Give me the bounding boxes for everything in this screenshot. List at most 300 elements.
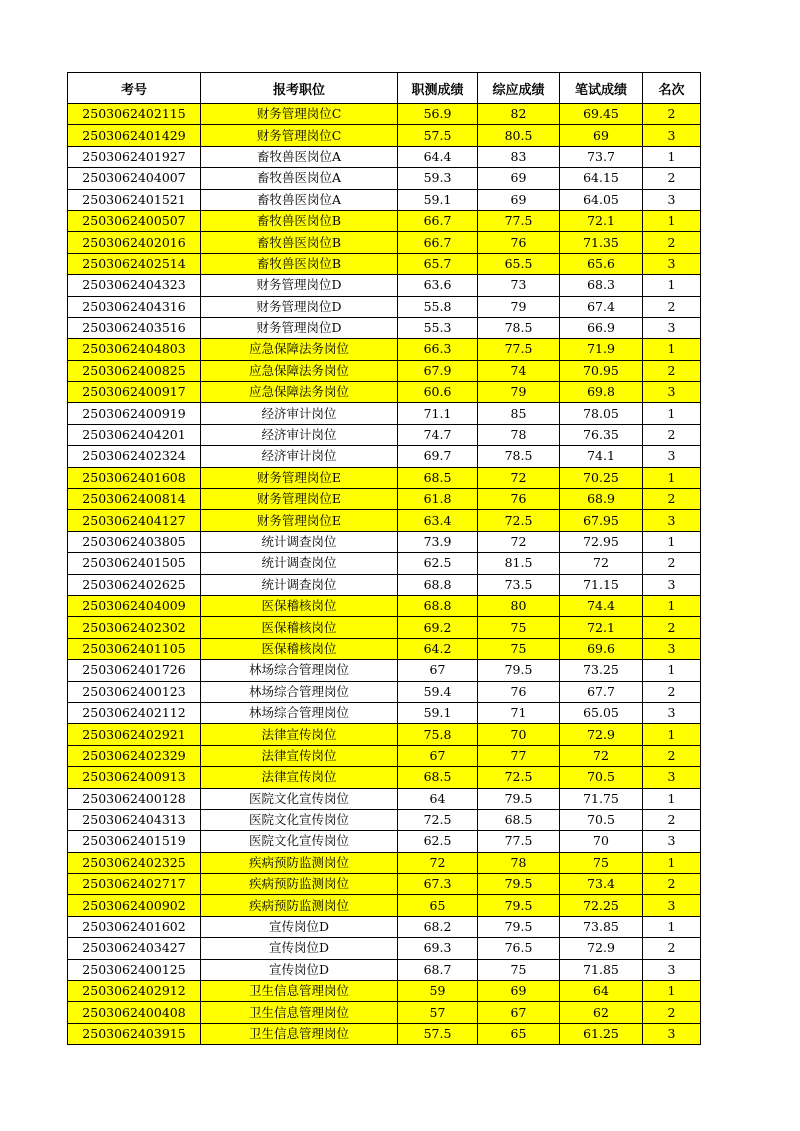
exam-number-cell: 2503062401602 [68, 916, 201, 937]
table-row [68, 424, 701, 445]
rank-cell: 3 [643, 1023, 701, 1044]
rank-cell: 3 [643, 638, 701, 659]
table-row [68, 916, 701, 937]
comprehensive-score-cell: 70 [478, 724, 560, 745]
table-row [68, 210, 701, 231]
written-score-cell: 69.8 [560, 382, 643, 403]
rank-cell: 2 [643, 296, 701, 317]
aptitude-score-cell: 59.1 [398, 702, 478, 723]
comprehensive-score-cell: 82 [478, 104, 560, 125]
table-row [68, 981, 701, 1002]
table-row [68, 745, 701, 766]
position-cell: 医院文化宣传岗位 [201, 809, 398, 830]
aptitude-score-cell: 69.7 [398, 446, 478, 467]
position-cell: 应急保障法务岗位 [201, 339, 398, 360]
aptitude-score-cell: 72.5 [398, 809, 478, 830]
table-row [68, 296, 701, 317]
comprehensive-score-cell: 80.5 [478, 125, 560, 146]
exam-number-cell: 2503062400507 [68, 210, 201, 231]
table-row [68, 446, 701, 467]
table-row [68, 1002, 701, 1023]
written-score-cell: 72.1 [560, 210, 643, 231]
table-row [68, 189, 701, 210]
comprehensive-score-cell: 68.5 [478, 809, 560, 830]
aptitude-score-cell: 71.1 [398, 403, 478, 424]
aptitude-score-cell: 57.5 [398, 125, 478, 146]
rank-cell: 3 [643, 189, 701, 210]
comprehensive-score-cell: 75 [478, 617, 560, 638]
rank-cell: 2 [643, 938, 701, 959]
written-score-cell: 72.1 [560, 617, 643, 638]
table-row [68, 831, 701, 852]
comprehensive-score-cell: 79 [478, 296, 560, 317]
written-score-cell: 71.35 [560, 232, 643, 253]
table-row [68, 852, 701, 873]
exam-number-cell: 2503062402912 [68, 981, 201, 1002]
exam-number-cell: 2503062403805 [68, 531, 201, 552]
exam-number-cell: 2503062404007 [68, 168, 201, 189]
header-exam-number: 考号 [68, 73, 201, 104]
aptitude-score-cell: 68.5 [398, 467, 478, 488]
aptitude-score-cell: 55.8 [398, 296, 478, 317]
written-score-cell: 72.9 [560, 724, 643, 745]
exam-number-cell: 2503062400913 [68, 767, 201, 788]
aptitude-score-cell: 67.9 [398, 360, 478, 381]
rank-cell: 3 [643, 125, 701, 146]
table-row [68, 339, 701, 360]
aptitude-score-cell: 59 [398, 981, 478, 1002]
rank-cell: 1 [643, 210, 701, 231]
written-score-cell: 68.9 [560, 489, 643, 510]
written-score-cell: 70.25 [560, 467, 643, 488]
exam-number-cell: 2503062401519 [68, 831, 201, 852]
comprehensive-score-cell: 77 [478, 745, 560, 766]
written-score-cell: 78.05 [560, 403, 643, 424]
aptitude-score-cell: 68.5 [398, 767, 478, 788]
exam-number-cell: 2503062402112 [68, 702, 201, 723]
header-comprehensive-score: 综应成绩 [478, 73, 560, 104]
written-score-cell: 67.7 [560, 681, 643, 702]
aptitude-score-cell: 65.7 [398, 253, 478, 274]
position-cell: 疾病预防监测岗位 [201, 852, 398, 873]
table-row [68, 403, 701, 424]
table-row [68, 104, 701, 125]
aptitude-score-cell: 67.3 [398, 874, 478, 895]
table-row [68, 959, 701, 980]
written-score-cell: 72 [560, 553, 643, 574]
position-cell: 法律宣传岗位 [201, 724, 398, 745]
position-cell: 林场综合管理岗位 [201, 681, 398, 702]
comprehensive-score-cell: 83 [478, 146, 560, 167]
comprehensive-score-cell: 65.5 [478, 253, 560, 274]
position-cell: 畜牧兽医岗位A [201, 146, 398, 167]
aptitude-score-cell: 74.7 [398, 424, 478, 445]
aptitude-score-cell: 75.8 [398, 724, 478, 745]
exam-number-cell: 2503062401927 [68, 146, 201, 167]
exam-number-cell: 2503062401521 [68, 189, 201, 210]
position-cell: 畜牧兽医岗位A [201, 189, 398, 210]
position-cell: 宣传岗位D [201, 959, 398, 980]
table-row [68, 510, 701, 531]
table-row [68, 553, 701, 574]
comprehensive-score-cell: 72 [478, 531, 560, 552]
comprehensive-score-cell: 79.5 [478, 895, 560, 916]
position-cell: 财务管理岗位C [201, 125, 398, 146]
aptitude-score-cell: 63.4 [398, 510, 478, 531]
exam-number-cell: 2503062400825 [68, 360, 201, 381]
rank-cell: 3 [643, 959, 701, 980]
score-table [67, 72, 701, 1045]
position-cell: 法律宣传岗位 [201, 767, 398, 788]
position-cell: 财务管理岗位D [201, 317, 398, 338]
comprehensive-score-cell: 75 [478, 959, 560, 980]
exam-number-cell: 2503062402302 [68, 617, 201, 638]
comprehensive-score-cell: 69 [478, 189, 560, 210]
comprehensive-score-cell: 72.5 [478, 767, 560, 788]
table-row [68, 275, 701, 296]
comprehensive-score-cell: 79.5 [478, 660, 560, 681]
written-score-cell: 73.85 [560, 916, 643, 937]
aptitude-score-cell: 56.9 [398, 104, 478, 125]
table-row [68, 146, 701, 167]
table-row [68, 595, 701, 616]
exam-number-cell: 2503062402921 [68, 724, 201, 745]
exam-number-cell: 2503062402016 [68, 232, 201, 253]
rank-cell: 3 [643, 895, 701, 916]
written-score-cell: 75 [560, 852, 643, 873]
rank-cell: 2 [643, 360, 701, 381]
rank-cell: 1 [643, 275, 701, 296]
table-row [68, 895, 701, 916]
written-score-cell: 70.5 [560, 809, 643, 830]
rank-cell: 2 [643, 489, 701, 510]
table-row [68, 360, 701, 381]
comprehensive-score-cell: 76.5 [478, 938, 560, 959]
aptitude-score-cell: 66.7 [398, 210, 478, 231]
written-score-cell: 69.45 [560, 104, 643, 125]
comprehensive-score-cell: 78 [478, 852, 560, 873]
written-score-cell: 70.95 [560, 360, 643, 381]
exam-number-cell: 2503062400125 [68, 959, 201, 980]
rank-cell: 1 [643, 595, 701, 616]
table-body [68, 104, 701, 1045]
aptitude-score-cell: 68.2 [398, 916, 478, 937]
position-cell: 医保稽核岗位 [201, 638, 398, 659]
aptitude-score-cell: 64.4 [398, 146, 478, 167]
written-score-cell: 66.9 [560, 317, 643, 338]
comprehensive-score-cell: 81.5 [478, 553, 560, 574]
rank-cell: 2 [643, 809, 701, 830]
table-row [68, 489, 701, 510]
exam-number-cell: 2503062401505 [68, 553, 201, 574]
table-row [68, 574, 701, 595]
position-cell: 卫生信息管理岗位 [201, 981, 398, 1002]
position-cell: 经济审计岗位 [201, 403, 398, 424]
rank-cell: 2 [643, 1002, 701, 1023]
written-score-cell: 71.15 [560, 574, 643, 595]
aptitude-score-cell: 61.8 [398, 489, 478, 510]
table-row [68, 702, 701, 723]
aptitude-score-cell: 69.3 [398, 938, 478, 959]
written-score-cell: 64.05 [560, 189, 643, 210]
aptitude-score-cell: 57.5 [398, 1023, 478, 1044]
comprehensive-score-cell: 69 [478, 168, 560, 189]
position-cell: 林场综合管理岗位 [201, 660, 398, 681]
comprehensive-score-cell: 76 [478, 489, 560, 510]
comprehensive-score-cell: 79.5 [478, 874, 560, 895]
aptitude-score-cell: 67 [398, 745, 478, 766]
aptitude-score-cell: 55.3 [398, 317, 478, 338]
aptitude-score-cell: 64 [398, 788, 478, 809]
written-score-cell: 67.4 [560, 296, 643, 317]
aptitude-score-cell: 62.5 [398, 831, 478, 852]
comprehensive-score-cell: 72 [478, 467, 560, 488]
aptitude-score-cell: 59.4 [398, 681, 478, 702]
written-score-cell: 73.7 [560, 146, 643, 167]
position-cell: 财务管理岗位D [201, 296, 398, 317]
exam-number-cell: 2503062401726 [68, 660, 201, 681]
position-cell: 财务管理岗位D [201, 275, 398, 296]
written-score-cell: 65.6 [560, 253, 643, 274]
exam-number-cell: 2503062404127 [68, 510, 201, 531]
position-cell: 应急保障法务岗位 [201, 382, 398, 403]
rank-cell: 1 [643, 403, 701, 424]
exam-number-cell: 2503062404316 [68, 296, 201, 317]
comprehensive-score-cell: 85 [478, 403, 560, 424]
comprehensive-score-cell: 72.5 [478, 510, 560, 531]
position-cell: 统计调查岗位 [201, 574, 398, 595]
comprehensive-score-cell: 74 [478, 360, 560, 381]
written-score-cell: 74.1 [560, 446, 643, 467]
rank-cell: 3 [643, 382, 701, 403]
aptitude-score-cell: 66.3 [398, 339, 478, 360]
rank-cell: 1 [643, 916, 701, 937]
exam-number-cell: 2503062400917 [68, 382, 201, 403]
table-row [68, 617, 701, 638]
position-cell: 卫生信息管理岗位 [201, 1023, 398, 1044]
exam-number-cell: 2503062404323 [68, 275, 201, 296]
comprehensive-score-cell: 79.5 [478, 916, 560, 937]
comprehensive-score-cell: 77.5 [478, 210, 560, 231]
aptitude-score-cell: 66.7 [398, 232, 478, 253]
comprehensive-score-cell: 79 [478, 382, 560, 403]
table-row [68, 232, 701, 253]
written-score-cell: 76.35 [560, 424, 643, 445]
table-row [68, 1023, 701, 1044]
table-row [68, 660, 701, 681]
exam-number-cell: 2503062402514 [68, 253, 201, 274]
comprehensive-score-cell: 71 [478, 702, 560, 723]
rank-cell: 1 [643, 339, 701, 360]
rank-cell: 3 [643, 317, 701, 338]
position-cell: 疾病预防监测岗位 [201, 874, 398, 895]
header-written-score: 笔试成绩 [560, 73, 643, 104]
position-cell: 统计调查岗位 [201, 553, 398, 574]
written-score-cell: 65.05 [560, 702, 643, 723]
rank-cell: 1 [643, 852, 701, 873]
written-score-cell: 72.9 [560, 938, 643, 959]
rank-cell: 2 [643, 104, 701, 125]
rank-cell: 1 [643, 660, 701, 681]
table-row [68, 724, 701, 745]
rank-cell: 3 [643, 574, 701, 595]
position-cell: 财务管理岗位E [201, 467, 398, 488]
comprehensive-score-cell: 75 [478, 638, 560, 659]
table-row [68, 125, 701, 146]
position-cell: 经济审计岗位 [201, 424, 398, 445]
exam-number-cell: 2503062403915 [68, 1023, 201, 1044]
written-score-cell: 70 [560, 831, 643, 852]
table-row [68, 382, 701, 403]
rank-cell: 1 [643, 981, 701, 1002]
exam-number-cell: 2503062401105 [68, 638, 201, 659]
position-cell: 经济审计岗位 [201, 446, 398, 467]
position-cell: 医院文化宣传岗位 [201, 788, 398, 809]
table-header [68, 73, 701, 104]
exam-number-cell: 2503062402625 [68, 574, 201, 595]
comprehensive-score-cell: 78.5 [478, 446, 560, 467]
table-row [68, 809, 701, 830]
aptitude-score-cell: 68.8 [398, 595, 478, 616]
comprehensive-score-cell: 73 [478, 275, 560, 296]
table-row [68, 681, 701, 702]
exam-number-cell: 2503062404803 [68, 339, 201, 360]
comprehensive-score-cell: 65 [478, 1023, 560, 1044]
aptitude-score-cell: 60.6 [398, 382, 478, 403]
position-cell: 财务管理岗位E [201, 510, 398, 531]
comprehensive-score-cell: 78 [478, 424, 560, 445]
header-rank: 名次 [643, 73, 701, 104]
aptitude-score-cell: 68.8 [398, 574, 478, 595]
exam-number-cell: 2503062400123 [68, 681, 201, 702]
rank-cell: 3 [643, 446, 701, 467]
exam-number-cell: 2503062403516 [68, 317, 201, 338]
written-score-cell: 73.25 [560, 660, 643, 681]
position-cell: 法律宣传岗位 [201, 745, 398, 766]
position-cell: 统计调查岗位 [201, 531, 398, 552]
written-score-cell: 64.15 [560, 168, 643, 189]
exam-number-cell: 2503062401429 [68, 125, 201, 146]
position-cell: 应急保障法务岗位 [201, 360, 398, 381]
table-row [68, 531, 701, 552]
exam-number-cell: 2503062402325 [68, 852, 201, 873]
rank-cell: 2 [643, 874, 701, 895]
written-score-cell: 72.25 [560, 895, 643, 916]
exam-number-cell: 2503062400902 [68, 895, 201, 916]
comprehensive-score-cell: 79.5 [478, 788, 560, 809]
aptitude-score-cell: 73.9 [398, 531, 478, 552]
position-cell: 畜牧兽医岗位A [201, 168, 398, 189]
header-position: 报考职位 [201, 73, 398, 104]
written-score-cell: 71.75 [560, 788, 643, 809]
position-cell: 医保稽核岗位 [201, 617, 398, 638]
comprehensive-score-cell: 67 [478, 1002, 560, 1023]
table-row [68, 467, 701, 488]
aptitude-score-cell: 67 [398, 660, 478, 681]
table-row [68, 317, 701, 338]
rank-cell: 3 [643, 510, 701, 531]
position-cell: 财务管理岗位C [201, 104, 398, 125]
position-cell: 畜牧兽医岗位B [201, 232, 398, 253]
table-row [68, 874, 701, 895]
rank-cell: 3 [643, 831, 701, 852]
rank-cell: 1 [643, 467, 701, 488]
written-score-cell: 68.3 [560, 275, 643, 296]
exam-number-cell: 2503062404009 [68, 595, 201, 616]
aptitude-score-cell: 57 [398, 1002, 478, 1023]
comprehensive-score-cell: 77.5 [478, 831, 560, 852]
comprehensive-score-cell: 80 [478, 595, 560, 616]
rank-cell: 1 [643, 531, 701, 552]
written-score-cell: 69.6 [560, 638, 643, 659]
written-score-cell: 71.9 [560, 339, 643, 360]
rank-cell: 2 [643, 168, 701, 189]
written-score-cell: 69 [560, 125, 643, 146]
rank-cell: 2 [643, 681, 701, 702]
aptitude-score-cell: 72 [398, 852, 478, 873]
exam-number-cell: 2503062402115 [68, 104, 201, 125]
position-cell: 医保稽核岗位 [201, 595, 398, 616]
aptitude-score-cell: 64.2 [398, 638, 478, 659]
rank-cell: 1 [643, 788, 701, 809]
rank-cell: 1 [643, 146, 701, 167]
rank-cell: 1 [643, 724, 701, 745]
header-row [68, 73, 701, 104]
aptitude-score-cell: 62.5 [398, 553, 478, 574]
written-score-cell: 70.5 [560, 767, 643, 788]
rank-cell: 2 [643, 424, 701, 445]
position-cell: 林场综合管理岗位 [201, 702, 398, 723]
exam-number-cell: 2503062400128 [68, 788, 201, 809]
comprehensive-score-cell: 69 [478, 981, 560, 1002]
aptitude-score-cell: 65 [398, 895, 478, 916]
written-score-cell: 73.4 [560, 874, 643, 895]
exam-number-cell: 2503062401608 [68, 467, 201, 488]
aptitude-score-cell: 59.3 [398, 168, 478, 189]
written-score-cell: 71.85 [560, 959, 643, 980]
exam-number-cell: 2503062403427 [68, 938, 201, 959]
table-row [68, 638, 701, 659]
exam-number-cell: 2503062400408 [68, 1002, 201, 1023]
aptitude-score-cell: 63.6 [398, 275, 478, 296]
exam-number-cell: 2503062404201 [68, 424, 201, 445]
exam-number-cell: 2503062404313 [68, 809, 201, 830]
rank-cell: 2 [643, 617, 701, 638]
exam-number-cell: 2503062400814 [68, 489, 201, 510]
position-cell: 宣传岗位D [201, 938, 398, 959]
written-score-cell: 74.4 [560, 595, 643, 616]
table-row [68, 168, 701, 189]
written-score-cell: 62 [560, 1002, 643, 1023]
comprehensive-score-cell: 76 [478, 232, 560, 253]
written-score-cell: 67.95 [560, 510, 643, 531]
written-score-cell: 72 [560, 745, 643, 766]
table-row [68, 938, 701, 959]
exam-number-cell: 2503062402717 [68, 874, 201, 895]
position-cell: 畜牧兽医岗位B [201, 253, 398, 274]
comprehensive-score-cell: 77.5 [478, 339, 560, 360]
header-aptitude-score: 职测成绩 [398, 73, 478, 104]
aptitude-score-cell: 59.1 [398, 189, 478, 210]
rank-cell: 3 [643, 702, 701, 723]
exam-number-cell: 2503062402324 [68, 446, 201, 467]
position-cell: 医院文化宣传岗位 [201, 831, 398, 852]
written-score-cell: 64 [560, 981, 643, 1002]
written-score-cell: 61.25 [560, 1023, 643, 1044]
table-row [68, 253, 701, 274]
comprehensive-score-cell: 78.5 [478, 317, 560, 338]
aptitude-score-cell: 68.7 [398, 959, 478, 980]
